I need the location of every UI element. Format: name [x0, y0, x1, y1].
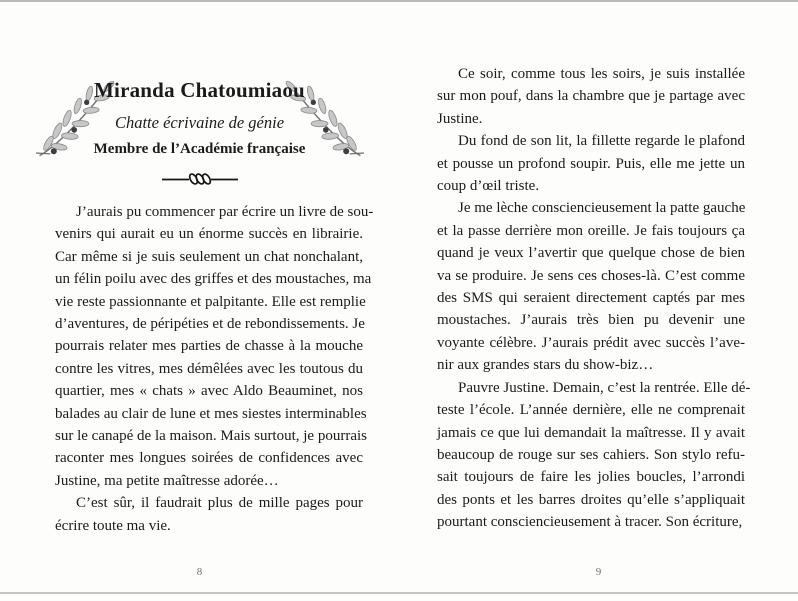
- text-line: moustaches. J’aurais très bien pu devenir une: [437, 312, 745, 329]
- text-line: sur mon pouf, dans la chambre que je partage avec: [437, 88, 745, 105]
- paragraph: [437, 130, 745, 197]
- author-role: Chatte écrivaine de génie: [114, 113, 285, 132]
- rope-twist-divider-icon: [162, 172, 238, 186]
- text-line: contre les vitres, mes démêlées avec les toutous du: [55, 360, 363, 377]
- text-line: va se produire. Je sens ces choses-là. C’est comme: [437, 267, 745, 284]
- text-line: beaucoup de rouge sur ses cahiers. Son stylo refu-: [437, 446, 745, 463]
- text-line: et pousse un profond soupir. Puis, elle me jette un: [437, 155, 745, 172]
- page-right: [399, 0, 798, 601]
- text-line: et la passe derrière mon oreille. Je fais toujours ça: [437, 222, 745, 239]
- paragraph: [55, 201, 374, 492]
- text-line: Je me lèche consciencieusement la patte gauche: [458, 200, 746, 217]
- left-page-text: [55, 201, 374, 537]
- page-number-left: 8: [196, 566, 203, 578]
- text-line: Car même si je suis seulement un chat nonchalant,: [55, 248, 363, 265]
- paragraph: [437, 197, 745, 376]
- text-line: Pauvre Justine. Demain, c’est la rentrée. Elle dé-: [458, 379, 751, 396]
- right-page-text: [437, 63, 751, 534]
- text-line: un félin poilu avec des griffes et des moustaches, ma: [55, 271, 372, 288]
- text-line: d’aventures, de péripéties et de rebondissements. Je: [55, 316, 365, 333]
- paragraph: [437, 377, 751, 534]
- text-line: pourrais relater mes parties de chasse à la mouche: [55, 338, 363, 355]
- text-line: Ce soir, comme tous les soirs, je suis installée: [458, 66, 745, 82]
- text-line: Du fond de son lit, la fillette regarde le plafond: [458, 133, 745, 150]
- text-line: sur le canapé de la maison. Mais surtout, je pourrais: [55, 428, 367, 445]
- text-line: jamais ce que lui demandait la maîtresse. Il y avait: [437, 424, 745, 441]
- text-line: sait toujours de faire les jolies boucles, l’arrondi: [437, 469, 745, 486]
- text-line: voyante célèbre. J’aurais prédit avec succès l’ave-: [437, 334, 745, 351]
- text-line: nir aux grandes stars du show-biz…: [437, 357, 654, 374]
- text-line: raconter mes longues soirées de confidences avec: [55, 450, 363, 467]
- text-line: J’aurais pu commencer par écrire un livre de sou-: [76, 204, 374, 220]
- text-line: quartier, mes « chats » avec Aldo Beauminet, nos: [55, 383, 363, 400]
- paragraph: [55, 492, 363, 537]
- text-line: C’est sûr, il faudrait plus de mille pages pour: [76, 495, 363, 512]
- text-line: vie reste passionnante et palpitante. Elle est remplie: [55, 293, 366, 310]
- text-line: coup d’œil triste.: [437, 178, 540, 195]
- text-line: Justine.: [437, 110, 483, 127]
- author-membership: Membre de l’Académie française: [93, 141, 306, 157]
- text-line: des SMS qui seraient directement captés par mes: [437, 290, 745, 307]
- page-number-right: 9: [595, 566, 602, 578]
- text-line: balades au clair de lune et mes siestes interminables: [55, 405, 367, 422]
- text-line: des ponts et les barres droites qu’elle s’appliquait: [437, 491, 745, 508]
- text-line: Justine, ma petite maîtresse adorée…: [55, 472, 279, 489]
- text-line: écrire toute ma vie.: [55, 517, 171, 534]
- text-line: quand je veux l’avertir que quelque chose de bien: [437, 245, 745, 262]
- page-bottom-rule: [0, 592, 798, 594]
- paragraph: [437, 63, 745, 130]
- text-line: pourtant consciencieusement à tracer. Son écriture,: [437, 514, 743, 531]
- text-line: teste l’école. L’année dernière, elle ne comprenait: [437, 402, 745, 419]
- text-line: venirs qui aurait eu un énorme succès en librairie.: [55, 226, 363, 243]
- author-name: Miranda Chatoumiaou: [94, 78, 305, 102]
